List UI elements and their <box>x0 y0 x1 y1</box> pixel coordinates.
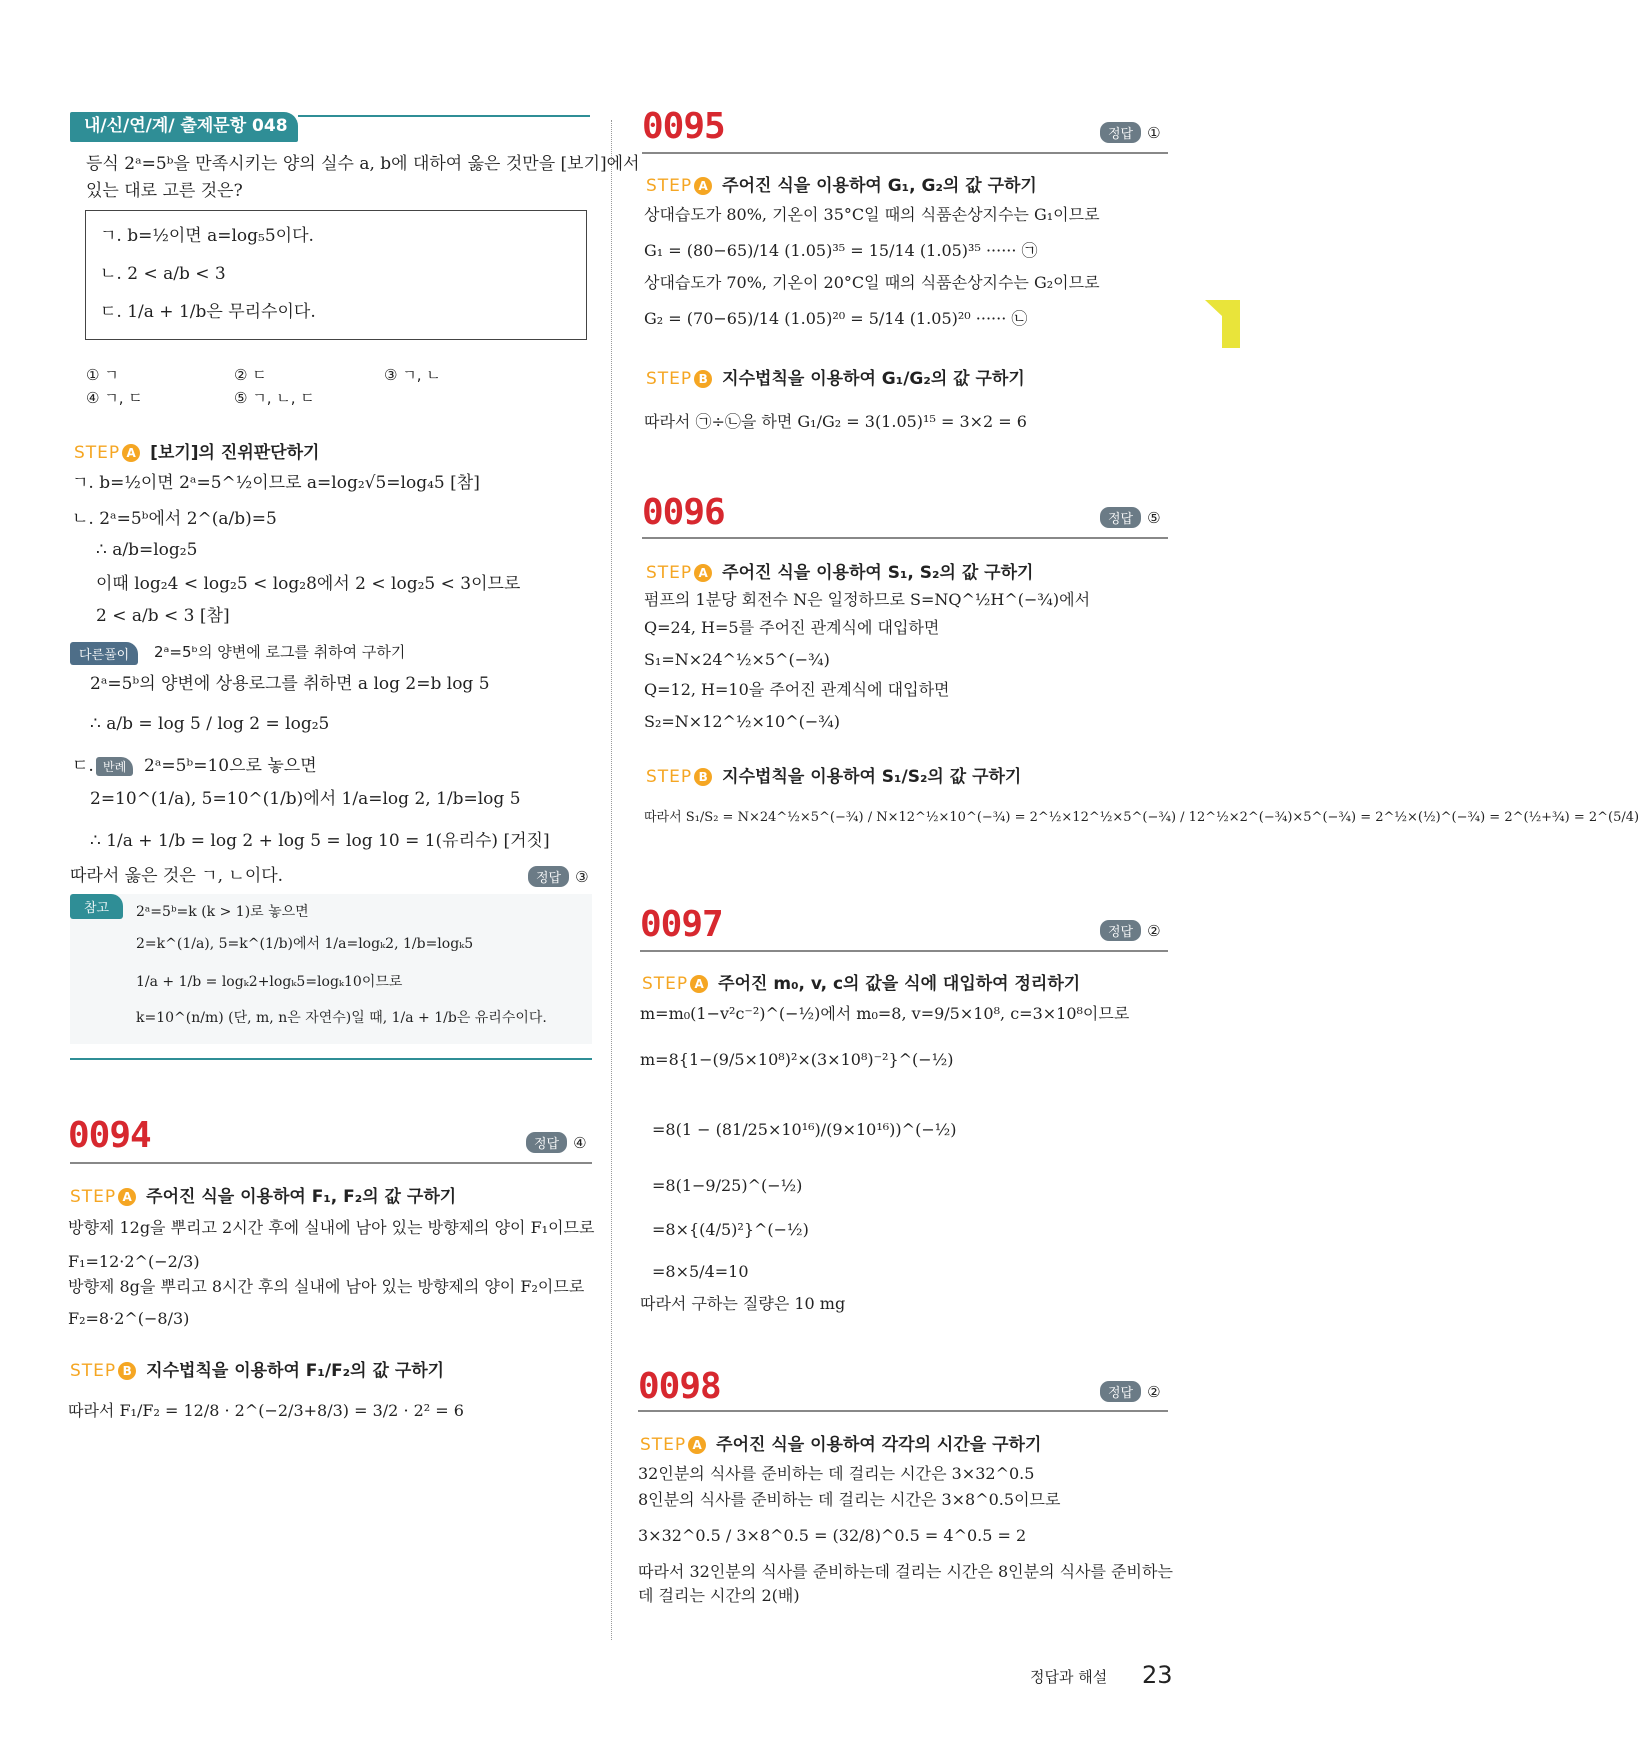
answer-tag: 정답 <box>526 1132 567 1153</box>
line-0098-5: 데 걸리는 시간의 2(배) <box>638 1586 800 1605</box>
answer-tag: 정답 <box>1100 920 1141 941</box>
note-line-4: k=10^(n/m) (단, m, n은 자연수)일 때, 1/a + 1/b은 유리수이다. <box>136 1010 547 1026</box>
step-letter-icon: B <box>694 768 712 786</box>
line-0096-3: S₁=N×24^½×5^(−¾) <box>644 650 830 669</box>
line-0095-3: 상대습도가 70%, 기온이 20°C일 때의 식품손상지수는 G₂이므로 <box>644 273 1100 292</box>
problem-rule-0095 <box>642 152 1168 154</box>
step-word: STEP <box>646 767 693 787</box>
exam-header-rule <box>298 115 590 117</box>
line-0096-2: Q=24, H=5를 주어진 관계식에 대입하면 <box>644 618 940 637</box>
note-line-1: 2ᵃ=5ᵇ=k (k > 1)로 놓으면 <box>136 904 309 920</box>
footer-label: 정답과 해설 <box>1030 1668 1108 1686</box>
conclusion: 따라서 옳은 것은 ㄱ, ㄴ이다. <box>70 866 284 886</box>
step-letter-icon: A <box>122 444 140 462</box>
line-0097-2: m=8{1−(9/5×10⁸)²×(3×10⁸)⁻²}^(−½) <box>640 1050 954 1069</box>
alt-solution-row <box>70 641 592 665</box>
answer-mark: ③ <box>575 868 589 886</box>
line-0096-b: 따라서 S₁/S₂ = N×24^½×5^(−¾) / N×12^½×10^(−¾) = 2^½×12^½×5^(−¾) / 12^½×2^(−¾)×5^(−¾) = 2^½×(½)^(−¾) = 2^(½+¾) = 2^(5/4) <box>644 810 1639 825</box>
alt-line-1: 2ᵃ=5ᵇ의 양변에 상용로그를 취하면 a log 2=b log 5 <box>90 674 490 694</box>
step-b-0096 <box>646 762 1021 787</box>
line-0094-1: 방향제 12g을 뿌리고 2시간 후에 실내에 남아 있는 방향제의 양이 F₁이므로 <box>68 1218 595 1237</box>
step-a-0096 <box>646 558 1033 583</box>
step-letter-icon: A <box>118 1188 136 1206</box>
line-0097-5: =8×{(4/5)²}^(−½) <box>652 1220 809 1239</box>
counter-line-1: 2ᵃ=5ᵇ=10으로 놓으면 <box>144 756 317 776</box>
line-0094-3: 방향제 8g을 뿌리고 8시간 후의 실내에 남아 있는 방향제의 양이 F₂이므로 <box>68 1277 585 1296</box>
problem-number-0096: 0096 <box>642 492 725 533</box>
left-step-a <box>74 438 319 463</box>
counter-prefix: ㄷ. <box>72 756 94 776</box>
step-word: STEP <box>640 1435 687 1455</box>
line-0097-6: =8×5/4=10 <box>652 1262 749 1281</box>
step-title: 주어진 식을 이용하여 S₁, S₂의 값 구하기 <box>722 563 1034 583</box>
exam-header <box>70 112 298 142</box>
step-word: STEP <box>646 369 693 389</box>
answer-mark: ② <box>1147 922 1161 940</box>
view-item-2: ㄴ. 2 < a/b < 3 <box>100 264 226 284</box>
line-0094-b: 따라서 F₁/F₂ = 12/8 · 2^(−2/3+8/3) = 3/2 · 2² = 6 <box>68 1401 464 1420</box>
answer-tag: 정답 <box>1100 507 1141 528</box>
step-title: 지수법칙을 이용하여 F₁/F₂의 값 구하기 <box>146 1361 445 1381</box>
choice-1[interactable]: ① ㄱ <box>86 366 119 384</box>
step-b-0095 <box>646 364 1025 389</box>
line-0098-2: 8인분의 식사를 준비하는 데 걸리는 시간은 3×8^0.5이므로 <box>638 1490 1061 1509</box>
side-tab <box>1222 300 1240 348</box>
view-item-1: ㄱ. b=½이면 a=log₅5이다. <box>100 226 314 246</box>
problem-rule-0097 <box>640 950 1168 952</box>
line-0095-2: G₁ = (80−65)/14 (1.05)³⁵ = 15/14 (1.05)³⁵ ······ ㉠ <box>644 241 1038 260</box>
side-tab-notch <box>1205 300 1222 316</box>
problem-number-0094: 0094 <box>68 1115 151 1156</box>
line-0094-2: F₁=12·2^(−2/3) <box>68 1252 200 1271</box>
sol-line-3: ∴ a/b=log₂5 <box>96 540 198 560</box>
problem-number-0098: 0098 <box>638 1366 721 1407</box>
step-letter-icon: B <box>118 1362 136 1380</box>
note-line-2: 2=k^(1/a), 5=k^(1/b)에서 1/a=logₖ2, 1/b=logₖ5 <box>136 936 474 952</box>
step-letter-icon: A <box>694 564 712 582</box>
note-line-3: 1/a + 1/b = logₖ2+logₖ5=logₖ10이므로 <box>136 974 403 990</box>
question-line-2: 있는 대로 고른 것은? <box>86 181 243 201</box>
line-0095-1: 상대습도가 80%, 기온이 35°C일 때의 식품손상지수는 G₁이므로 <box>644 205 1100 224</box>
choice-2[interactable]: ② ㄷ <box>234 366 267 384</box>
step-letter-icon: A <box>688 1436 706 1454</box>
line-0098-3: 3×32^0.5 / 3×8^0.5 = (32/8)^0.5 = 4^0.5 = 2 <box>638 1526 1027 1545</box>
counter-line-3: ∴ 1/a + 1/b = log 2 + log 5 = log 10 = 1(유리수) [거짓] <box>90 831 550 851</box>
problem-number-0097: 0097 <box>640 904 723 945</box>
choice-3[interactable]: ③ ㄱ, ㄴ <box>384 366 441 384</box>
step-title: [보기]의 진위판단하기 <box>150 443 320 463</box>
step-word: STEP <box>70 1187 117 1207</box>
left-separator <box>70 1058 592 1060</box>
step-word: STEP <box>74 443 121 463</box>
line-0096-5: S₂=N×12^½×10^(−¾) <box>644 712 841 731</box>
step-letter-icon: A <box>690 975 708 993</box>
choice-5[interactable]: ⑤ ㄱ, ㄴ, ㄷ <box>234 389 315 407</box>
exam-header-label: 내/신/연/계/ 출제문항 048 <box>84 116 288 136</box>
answer-0096 <box>1100 507 1161 528</box>
view-item-3: ㄷ. 1/a + 1/b은 무리수이다. <box>100 302 316 322</box>
question-line-1: 등식 2ᵃ=5ᵇ을 만족시키는 양의 실수 a, b에 대하여 옳은 것만을 [보기]에서 <box>86 154 640 174</box>
sol-line-5: 2 < a/b < 3 [참] <box>96 606 230 626</box>
page-number: 23 <box>1142 1661 1173 1689</box>
problem-rule-0096 <box>642 537 1168 539</box>
problem-rule-0094 <box>70 1162 592 1164</box>
answer-0098 <box>1100 1381 1161 1402</box>
answer-tag: 정답 <box>1100 122 1141 143</box>
note-badge: 참고 <box>70 894 123 919</box>
answer-mark: ⑤ <box>1147 509 1161 527</box>
answer-tag: 정답 <box>1100 1381 1141 1402</box>
answer-mark: ① <box>1147 124 1161 142</box>
step-a-0094 <box>70 1182 456 1207</box>
line-0098-1: 32인분의 식사를 준비하는 데 걸리는 시간은 3×32^0.5 <box>638 1464 1035 1483</box>
answer-048 <box>528 866 589 887</box>
step-letter-icon: A <box>694 177 712 195</box>
step-letter-icon: B <box>694 370 712 388</box>
line-0095-4: G₂ = (70−65)/14 (1.05)²⁰ = 5/14 (1.05)²⁰ ······ ㉡ <box>644 309 1028 328</box>
step-title: 지수법칙을 이용하여 S₁/S₂의 값 구하기 <box>722 767 1022 787</box>
step-title: 주어진 식을 이용하여 각각의 시간을 구하기 <box>716 1435 1042 1455</box>
sol-line-4: 이때 log₂4 < log₂5 < log₂8에서 2 < log₂5 < 3이므로 <box>96 574 521 594</box>
sol-line-2: ㄴ. 2ᵃ=5ᵇ에서 2^(a/b)=5 <box>72 509 277 529</box>
step-word: STEP <box>646 176 693 196</box>
step-title: 주어진 m₀, v, c의 값을 식에 대입하여 정리하기 <box>718 974 1081 994</box>
line-0096-1: 펌프의 1분당 회전수 N은 일정하므로 S=NQ^½H^(−¾)에서 <box>644 590 1091 609</box>
step-a-0098 <box>640 1430 1041 1455</box>
answer-0094 <box>526 1132 587 1153</box>
answer-mark: ④ <box>573 1134 587 1152</box>
step-a-0097 <box>642 969 1080 994</box>
step-word: STEP <box>70 1361 117 1381</box>
line-0095-b: 따라서 ㉠÷㉡을 하면 G₁/G₂ = 3(1.05)¹⁵ = 3×2 = 6 <box>644 412 1027 431</box>
step-word: STEP <box>646 563 693 583</box>
line-0097-4: =8(1−9/25)^(−½) <box>652 1176 803 1195</box>
step-a-0095 <box>646 171 1037 196</box>
step-title: 주어진 식을 이용하여 F₁, F₂의 값 구하기 <box>146 1187 457 1207</box>
alt-badge: 다른풀이 <box>70 642 138 665</box>
line-0094-4: F₂=8·2^(−8/3) <box>68 1309 190 1328</box>
alt-line-2: ∴ a/b = log 5 / log 2 = log₂5 <box>90 714 330 734</box>
line-0098-4: 따라서 32인분의 식사를 준비하는데 걸리는 시간은 8인분의 식사를 준비하는 <box>638 1562 1173 1581</box>
line-0096-4: Q=12, H=10을 주어진 관계식에 대입하면 <box>644 680 950 699</box>
problem-number-0095: 0095 <box>642 106 725 147</box>
counter-badge: 반례 <box>96 757 133 776</box>
step-b-0094 <box>70 1356 444 1381</box>
step-title: 주어진 식을 이용하여 G₁, G₂의 값 구하기 <box>722 176 1037 196</box>
line-0097-1: m=m₀(1−v²c⁻²)^(−½)에서 m₀=8, v=9/5×10⁸, c=3×10⁸이므로 <box>640 1004 1130 1023</box>
answer-0095 <box>1100 122 1161 143</box>
answer-0097 <box>1100 920 1161 941</box>
line-0097-3: =8(1 − (81/25×10¹⁶)/(9×10¹⁶))^(−½) <box>652 1120 957 1139</box>
column-divider <box>611 120 612 1640</box>
step-word: STEP <box>642 974 689 994</box>
line-0097-7: 따라서 구하는 질량은 10 mg <box>640 1294 846 1313</box>
answer-mark: ② <box>1147 1383 1161 1401</box>
answer-tag: 정답 <box>528 866 569 887</box>
problem-rule-0098 <box>638 1410 1168 1412</box>
choice-4[interactable]: ④ ㄱ, ㄷ <box>86 389 143 407</box>
sol-line-1: ㄱ. b=½이면 2ᵃ=5^½이므로 a=log₂√5=log₄5 [참] <box>72 473 480 493</box>
counter-line-2: 2=10^(1/a), 5=10^(1/b)에서 1/a=log 2, 1/b=log 5 <box>90 789 521 809</box>
step-title: 지수법칙을 이용하여 G₁/G₂의 값 구하기 <box>722 369 1025 389</box>
alt-title: 2ᵃ=5ᵇ의 양변에 로그를 취하여 구하기 <box>154 643 406 661</box>
